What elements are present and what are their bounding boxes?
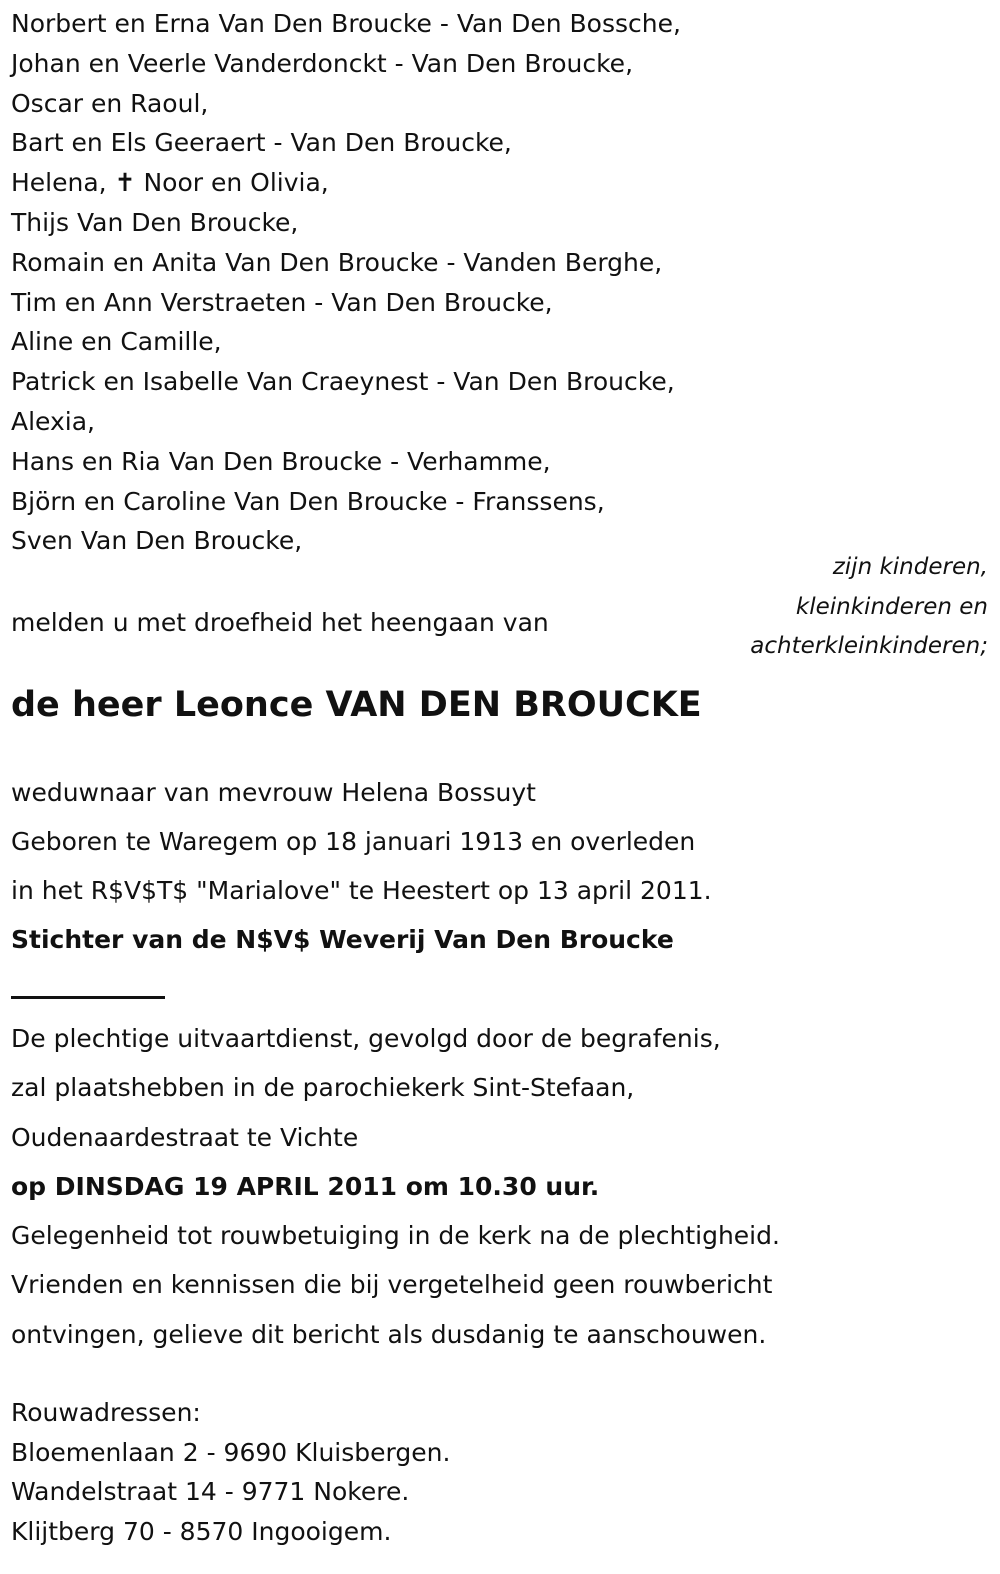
relation-line: zijn kinderen, — [832, 554, 988, 580]
mourning-addresses — [11, 1393, 450, 1552]
announcement: melden u met droefheid het heengaan van — [11, 608, 549, 637]
family-line: Aline en Camille, — [11, 327, 222, 357]
service-line: De plechtige uitvaartdienst, gevolgd door de begrafenis, — [11, 1024, 721, 1053]
relation-line: kleinkinderen en — [795, 593, 988, 620]
address-line: Bloemenlaan 2 - 9690 Kluisbergen. — [11, 1437, 451, 1467]
service-line: Oudenaardestraat te Vichte — [11, 1122, 359, 1152]
family-line: Thijs Van Den Broucke, — [11, 207, 299, 237]
divider — [11, 996, 165, 999]
family-line: Hans en Ria Van Den Broucke - Verhamme, — [11, 446, 551, 476]
family-line: Johan en Veerle Vanderdonckt - Van Den Broucke, — [11, 48, 634, 78]
family-line: Alexia, — [11, 406, 95, 436]
notice-line: Vrienden en kennissen die bij vergetelheid geen rouwbericht — [11, 1270, 773, 1300]
addresses-label: Rouwadressen: — [11, 1398, 201, 1427]
born-died-line: in het R$V$T$ "Marialove" te Heestert op 13 april 2011. — [11, 876, 712, 905]
service-date-time: op DINSDAG 19 APRIL 2011 om 10.30 uur. — [11, 1171, 600, 1201]
family-list — [11, 4, 771, 561]
notice-line: ontvingen, gelieve dit bericht als dusdanig te aanschouwen. — [11, 1319, 767, 1349]
family-line: Sven Van Den Broucke, — [11, 526, 303, 556]
relation-note — [750, 548, 988, 667]
relation-line: achterkleinkinderen; — [750, 633, 988, 659]
address-line: Wandelstraat 14 - 9771 Nokere. — [11, 1477, 410, 1507]
address-line: Klijtberg 70 - 8570 Ingooigem. — [11, 1517, 392, 1547]
family-line: Patrick en Isabelle Van Craeynest - Van Den Broucke, — [11, 367, 675, 397]
founder-line: Stichter van de N$V$ Weverij Van Den Broucke — [11, 925, 674, 954]
family-line: Norbert en Erna Van Den Broucke - Van Den Bossche, — [11, 9, 681, 38]
service-line: zal plaatshebben in de parochiekerk Sint-Stefaan, — [11, 1073, 635, 1103]
family-line: Björn en Caroline Van Den Broucke - Franssens, — [11, 486, 605, 516]
family-line: Tim en Ann Verstraeten - Van Den Broucke, — [11, 287, 553, 317]
family-line: Helena, ✝ Noor en Olivia, — [11, 168, 329, 198]
family-line: Bart en Els Geeraert - Van Den Broucke, — [11, 128, 512, 158]
biography — [11, 768, 712, 964]
born-died-line: Geboren te Waregem op 18 januari 1913 en overleden — [11, 827, 696, 856]
family-line: Romain en Anita Van Den Broucke - Vanden Berghe, — [11, 247, 663, 277]
condolence-line: Gelegenheid tot rouwbetuiging in de kerk na de plechtigheid. — [11, 1221, 780, 1251]
family-line: Oscar en Raoul, — [11, 88, 209, 118]
funeral-service — [11, 1014, 780, 1359]
widower-line: weduwnaar van mevrouw Helena Bossuyt — [11, 778, 536, 807]
deceased-name: de heer Leonce VAN DEN BROUCKE — [11, 685, 702, 725]
